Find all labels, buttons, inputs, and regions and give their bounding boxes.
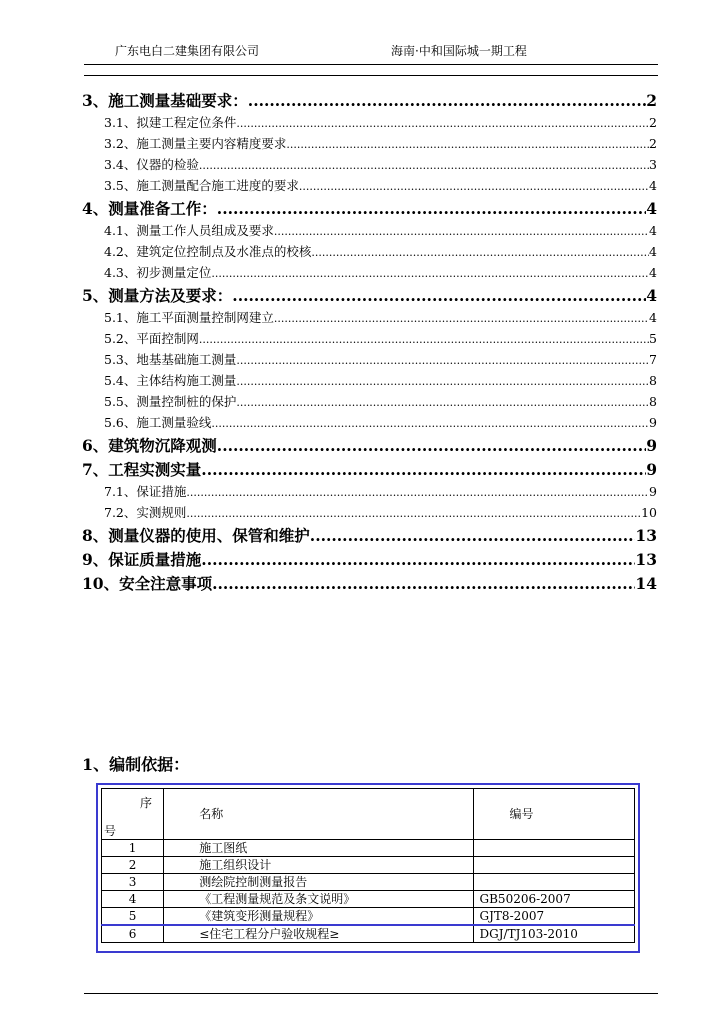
table-row: [102, 908, 635, 926]
toc-entry-page: 2: [646, 91, 657, 110]
toc-leader-dots: [311, 246, 649, 259]
toc-entry-label: 7.1、保证措施: [104, 484, 187, 499]
header-seq: [102, 789, 164, 840]
toc-entry-label: 5.4、主体结构施工测量: [104, 373, 237, 388]
toc-entry-label: 5.6、施工测量验线: [104, 415, 212, 430]
toc-entry-subsection[interactable]: [82, 221, 657, 242]
toc-entry-page: 8: [649, 373, 657, 388]
toc-leader-dots: [199, 333, 649, 346]
row-seq: 2: [102, 857, 164, 874]
toc-entry-label: 7、工程实测实量: [82, 460, 202, 479]
header-company: 广东电白二建集团有限公司: [115, 44, 260, 58]
toc-leader-dots: [232, 286, 646, 305]
toc-entry-page: 4: [649, 265, 657, 280]
toc-leader-dots: [211, 267, 649, 280]
toc-leader-dots: [236, 117, 649, 130]
table-row: [102, 874, 635, 891]
toc-entry-label: 3.5、施工测量配合施工进度的要求: [104, 178, 299, 193]
toc-entry-page: 8: [649, 394, 657, 409]
reference-table-frame: [96, 783, 640, 953]
toc-entry-label: 5.3、地基基础施工测量: [104, 352, 237, 367]
toc-entry-subsection[interactable]: [82, 482, 657, 503]
toc-entry-label: 3.4、仪器的检验: [104, 157, 199, 172]
table-row: [102, 857, 635, 874]
header-project: 海南·中和国际城一期工程: [391, 44, 527, 58]
toc-leader-dots: [186, 486, 649, 499]
toc-entry-label: 9、保证质量措施: [82, 550, 202, 569]
toc-entry-label: 5、测量方法及要求：: [82, 286, 233, 305]
toc-entry-label: 4.3、初步测量定位: [104, 265, 212, 280]
row-name: 《建筑变形测量规程》: [164, 908, 473, 926]
row-seq: 3: [102, 874, 164, 891]
toc-leader-dots: [199, 159, 649, 172]
toc-entry-subsection[interactable]: [82, 329, 657, 350]
toc-entry-chapter[interactable]: [82, 434, 657, 458]
table-row: [102, 840, 635, 857]
toc-entry-label: 3、施工测量基础要求：: [82, 91, 248, 110]
table-row: [102, 891, 635, 908]
toc-leader-dots: [274, 312, 649, 325]
toc-entry-chapter[interactable]: [82, 572, 657, 596]
toc-entry-subsection[interactable]: [82, 371, 657, 392]
footer-rule: [84, 993, 658, 994]
toc-leader-dots: [212, 574, 635, 593]
row-name: 《工程测量规范及条文说明》: [164, 891, 473, 908]
toc-leader-dots: [217, 436, 646, 455]
toc-entry-page: 9: [649, 415, 657, 430]
toc-entry-page: 9: [649, 484, 657, 499]
toc-leader-dots: [286, 138, 649, 151]
toc-entry-chapter[interactable]: [82, 284, 657, 308]
toc-entry-chapter[interactable]: [82, 524, 657, 548]
row-name: 施工组织设计: [164, 857, 473, 874]
toc-entry-page: 4: [646, 199, 657, 218]
toc-entry-label: 3.2、施工测量主要内容精度要求: [104, 136, 287, 151]
toc-leader-dots: [310, 526, 636, 545]
toc-entry-subsection[interactable]: [82, 308, 657, 329]
row-seq: 6: [102, 925, 164, 943]
toc-entry-subsection[interactable]: [82, 155, 657, 176]
toc-entry-subsection[interactable]: [82, 350, 657, 371]
toc-entry-label: 10、安全注意事项: [82, 574, 213, 593]
row-code: GB50206-2007: [473, 891, 634, 908]
toc-entry-page: 4: [646, 286, 657, 305]
header-seq-bottom: 号: [104, 824, 117, 838]
toc-entry-page: 2: [649, 136, 657, 151]
toc-entry-page: 4: [649, 223, 657, 238]
row-seq: 1: [102, 840, 164, 857]
toc-entry-page: 9: [646, 460, 657, 479]
toc-entry-subsection[interactable]: [82, 176, 657, 197]
toc-entry-label: 8、测量仪器的使用、保管和维护: [82, 526, 310, 545]
toc-leader-dots: [274, 225, 649, 238]
toc-entry-label: 6、建筑物沉降观测: [82, 436, 217, 455]
row-code: GJT8-2007: [473, 908, 634, 926]
toc-entry-label: 5.5、测量控制桩的保护: [104, 394, 237, 409]
toc-entry-page: 4: [649, 244, 657, 259]
toc-entry-page: 2: [649, 115, 657, 130]
header-rule-secondary: [84, 75, 658, 76]
toc-entry-chapter[interactable]: [82, 89, 657, 113]
header-name: 名称: [164, 789, 473, 840]
table-header-row: [102, 789, 635, 840]
row-seq: 4: [102, 891, 164, 908]
toc-entry-subsection[interactable]: [82, 242, 657, 263]
toc-entry-label: 3.1、拟建工程定位条件: [104, 115, 237, 130]
toc-leader-dots: [236, 375, 649, 388]
toc-entry-page: 3: [649, 157, 657, 172]
row-seq: 5: [102, 908, 164, 926]
header-code: 编号: [473, 789, 634, 840]
toc-entry-page: 7: [649, 352, 657, 367]
toc-entry-page: 4: [649, 178, 657, 193]
toc-entry-page: 10: [641, 505, 657, 520]
toc-entry-page: 14: [635, 574, 657, 593]
toc-entry-page: 13: [635, 526, 657, 545]
toc-entry-label: 4.1、测量工作人员组成及要求: [104, 223, 274, 238]
toc-leader-dots: [236, 396, 649, 409]
section-title: 1、编制依据：: [82, 755, 190, 774]
toc-leader-dots: [201, 550, 635, 569]
toc-entry-page: 4: [649, 310, 657, 325]
toc-entry-label: 7.2、实测规则: [104, 505, 187, 520]
toc-leader-dots: [211, 417, 649, 430]
page-header: [84, 42, 658, 62]
toc-entry-page: 9: [646, 436, 657, 455]
toc-leader-dots: [236, 354, 649, 367]
toc-entry-subsection[interactable]: [82, 134, 657, 155]
toc-entry-page: 13: [635, 550, 657, 569]
toc-entry-subsection[interactable]: [82, 392, 657, 413]
toc-leader-dots: [217, 199, 646, 218]
toc-entry-page: 5: [649, 331, 657, 346]
toc-entry-chapter[interactable]: [82, 197, 657, 221]
reference-table: [101, 788, 635, 943]
toc-entry-subsection[interactable]: [82, 263, 657, 284]
row-code: [473, 857, 634, 874]
toc-entry-label: 5.1、施工平面测量控制网建立: [104, 310, 274, 325]
toc-entry-label: 4.2、建筑定位控制点及水准点的校核: [104, 244, 312, 259]
toc-leader-dots: [186, 507, 641, 520]
header-seq-top: 序: [140, 796, 153, 810]
table-row: [102, 925, 635, 943]
table-of-contents: [82, 89, 657, 596]
row-name: 施工图纸: [164, 840, 473, 857]
toc-leader-dots: [299, 180, 649, 193]
toc-entry-subsection[interactable]: [82, 503, 657, 524]
toc-entry-label: 4、测量准备工作：: [82, 199, 217, 218]
toc-entry-subsection[interactable]: [82, 413, 657, 434]
toc-leader-dots: [201, 460, 646, 479]
toc-leader-dots: [248, 91, 646, 110]
toc-entry-chapter[interactable]: [82, 458, 657, 482]
row-name: 测绘院控制测量报告: [164, 874, 473, 891]
row-code: [473, 840, 634, 857]
toc-entry-subsection[interactable]: [82, 113, 657, 134]
row-code: DGJ/TJ103-2010: [473, 925, 634, 943]
toc-entry-chapter[interactable]: [82, 548, 657, 572]
row-code: [473, 874, 634, 891]
row-name: ≤住宅工程分户验收规程≥: [164, 925, 473, 943]
toc-entry-label: 5.2、平面控制网: [104, 331, 199, 346]
header-rule: [84, 64, 658, 65]
